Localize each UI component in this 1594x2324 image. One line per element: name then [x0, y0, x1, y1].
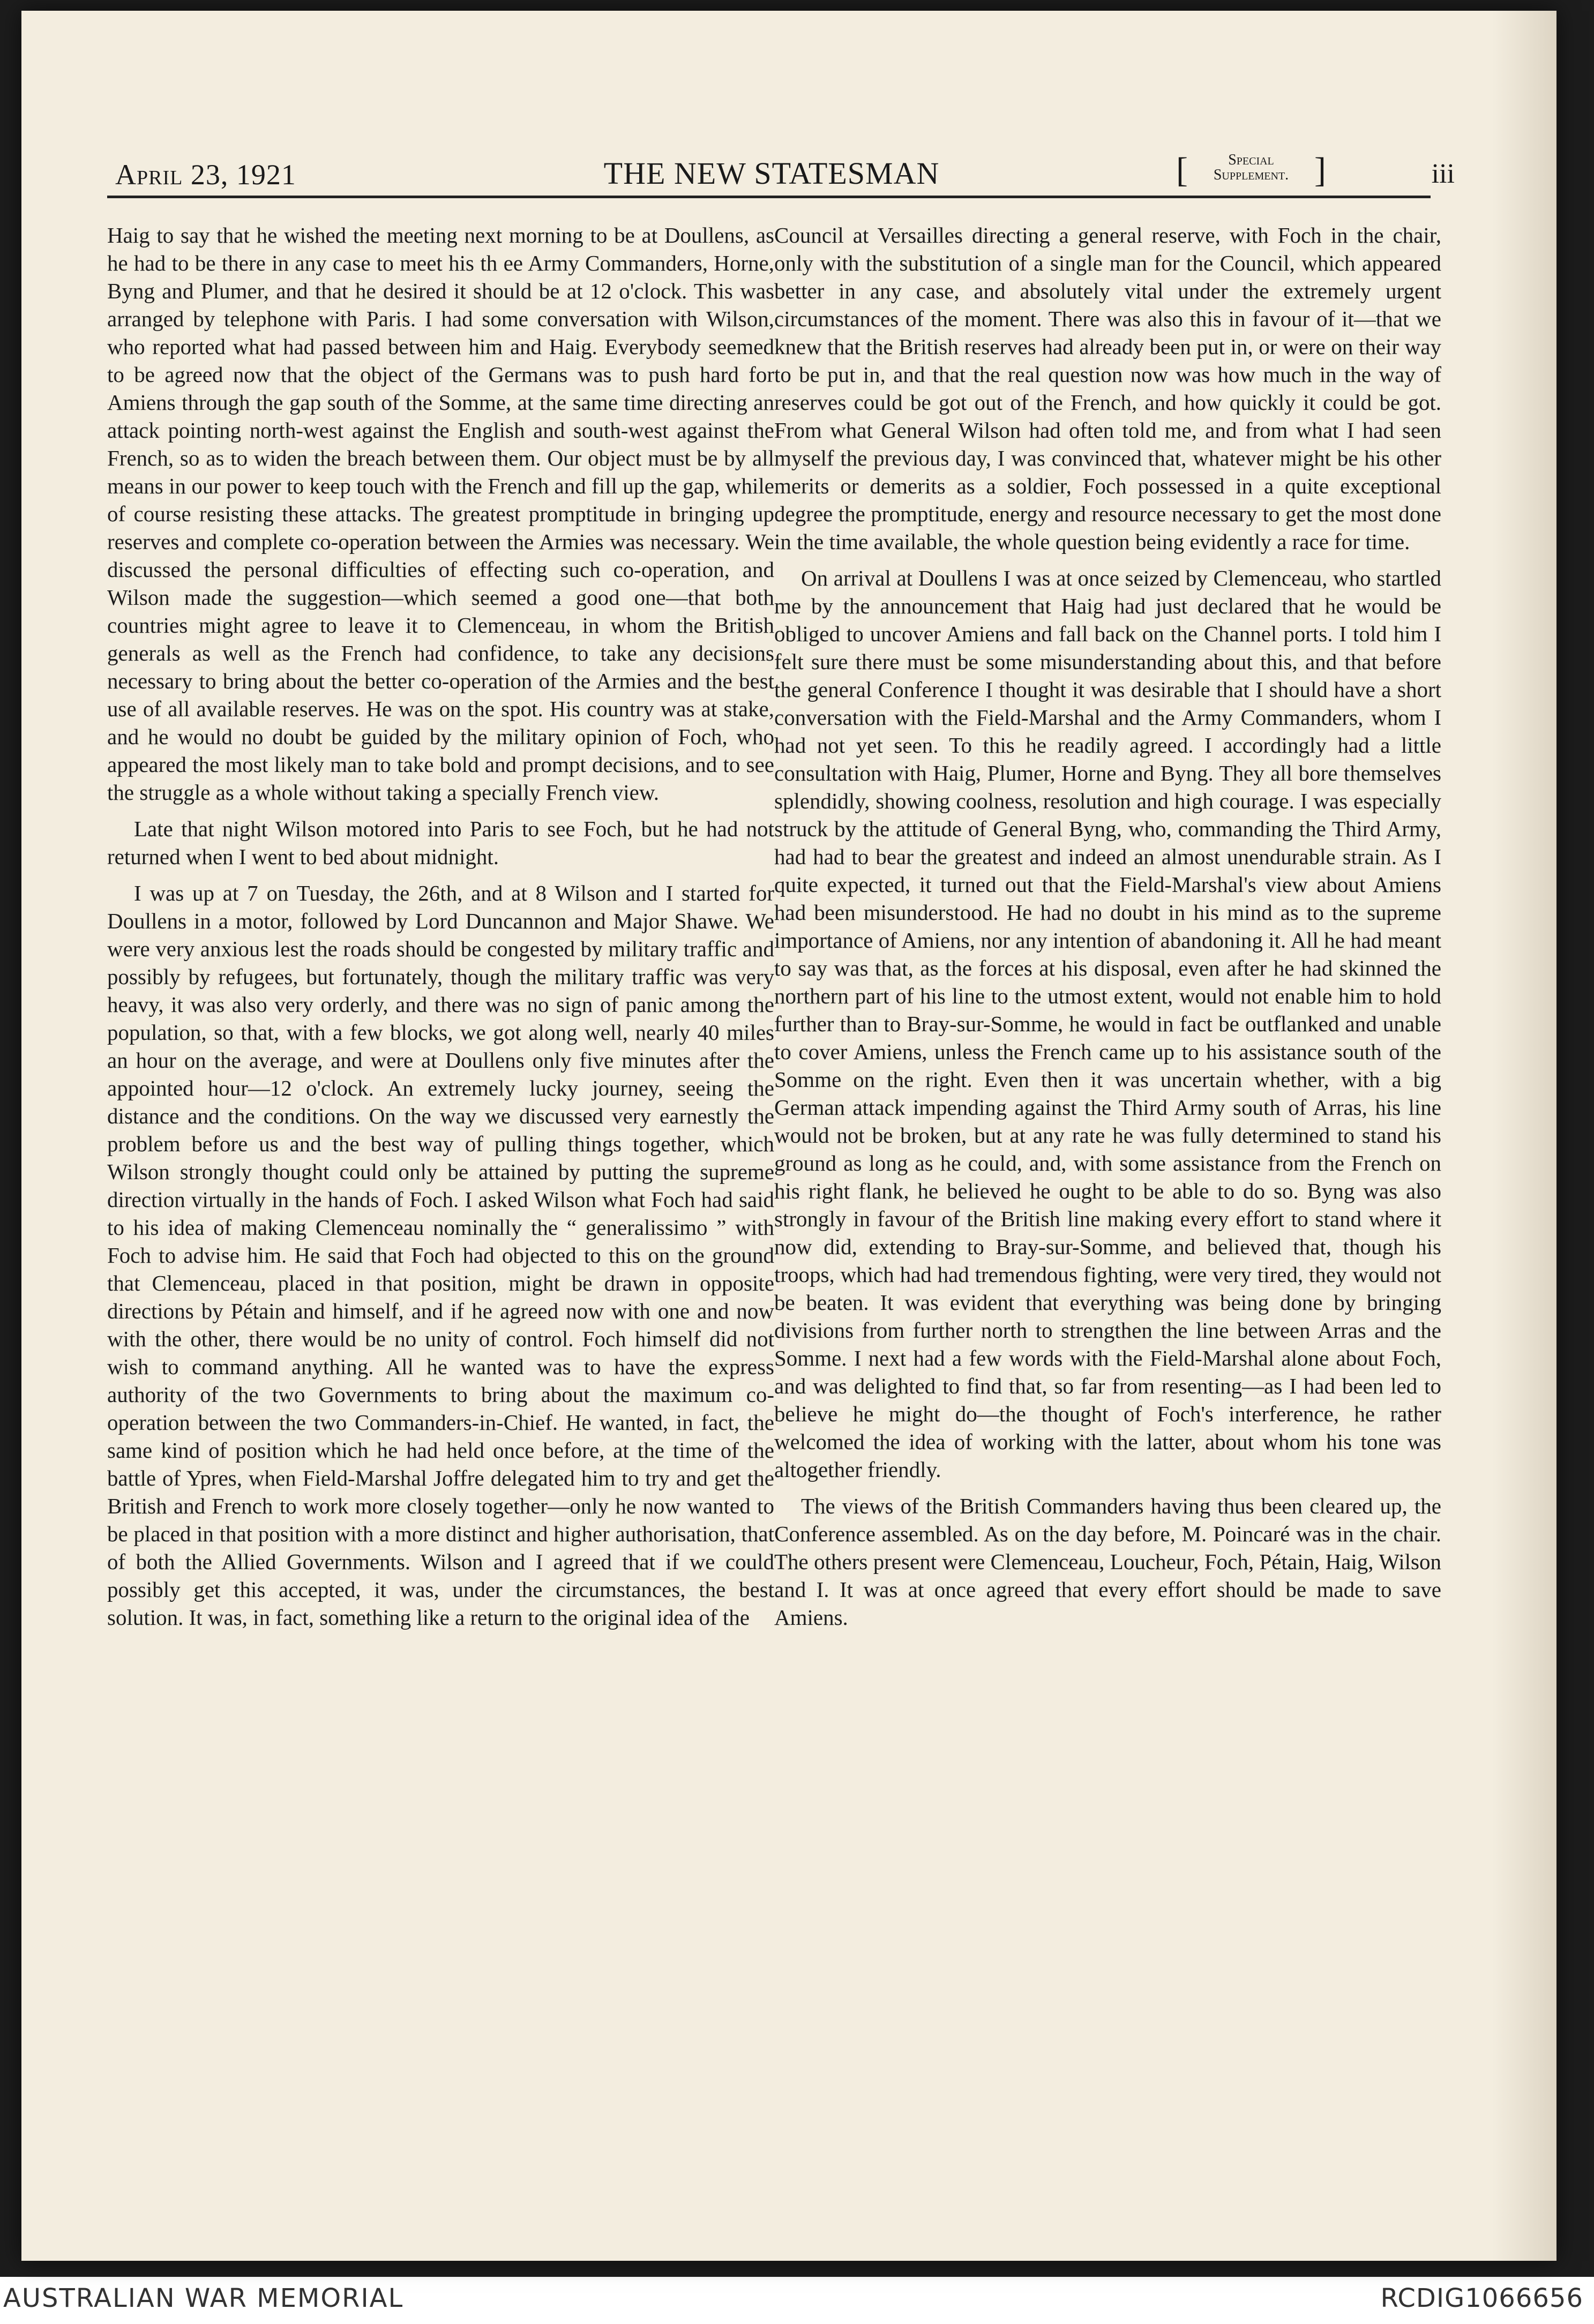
supplement-line-1: Special	[1228, 152, 1274, 168]
paragraph: On arrival at Doullens I was at once seized by Clemenceau, who startled me by the announcement that Haig had just declared that he would be obliged to uncover Amiens and fall back on the Channel ports. I told him I felt sure there must be some misunderstanding about this, and that before the general Conference I thought it was desirable that I should have a short conversation with the Field-Marshal and the Army Commanders, whom I had not yet seen. To this he readily agreed. I accordingly had a little consultation with Haig, Plumer, Horne and Byng. They all bore themselves splendidly, showing coolness, resolution and high courage. I was especially struck by the attitude of General Byng, who, commanding the Third Army, had had to bear the greatest and indeed an almost unendurable strain. As I quite expected, it turned out that the Field-Marshal's view about Amiens had been misunderstood. He had no doubt in his mind as to the supreme importance of Amiens, nor any intention of abandoning it. All he had meant to say was that, as the forces at his disposal, even after he had skinned the northern part of his line to the utmost extent, would not enable him to hold further than to Bray-sur-Somme, he would in fact be outflanked and unable to cover Amiens, unless the French came up to his assistance south of the Somme on the right. Even then it was uncertain whether, with a big German attack impending against the Third Army south of Arras, his line would not be broken, but at any rate he was fully determined to stand his ground as long as he could, and, with some assistance from the French on his right flank, he believed he ought to be able to do so. Byng was also strongly in favour of the British line making every effort to stand where it now did, extending to Bray-sur-Somme, and believed that, though his troops, which had had tremendous fighting, were very tired, they would not be beaten. It was evident that everything was being done by bringing divisions from further north to strengthen the line between Arras and the Somme. I next had a few words with the Field-Marshal alone about Foch, and was delighted to find that, so far from resenting—as I had been led to believe he might do—the thought of Foch's interference, he rather welcomed the idea of working with the latter, about whom his tone was altogether friendly.	[774, 566, 1441, 1482]
issue-date: April 23, 1921	[115, 159, 296, 191]
paragraph: Haig to say that he wished the meeting next morning to be at Doullens, as he had to be there in any case to meet his th ee Army Commanders, Horne, Byng and Plumer, and that he desired it should be at 12 o'clock. This was arranged by telephone with Paris. I had some conversation with Wilson, who reported what had passed between him and Haig. Everybody seemed to be agreed now that the object of the Germans was to push hard for Amiens through the gap south of the Somme, at the same time directing an attack pointing north-west against the English and south-west against the French, so as to widen the breach between them. Our object must be by all means in our power to keep touch with the French and fill up the gap, while of course resisting these attacks. The greatest promptitude in bringing up reserves and complete co-operation between the Armies was necessary. We discussed the personal difficulties of effecting such co-operation, and Wilson made the suggestion—which seemed a good one—that both countries might agree to leave it to Clemenceau, in whom the British generals as well as the French had confidence, to take any decisions necessary to bring about the better co-operation of the Armies and the best use of all available reserves. He was on the spot. His country was at stake, and he would no doubt be guided by the military opinion of Foch, who appeared the most likely man to take bold and prompt decisions, and to see the struggle as a whole without taking a specially French view.	[107, 223, 774, 805]
bracket-open: [	[1176, 151, 1188, 190]
header-rule	[107, 196, 1431, 198]
supplement-label	[1176, 151, 1326, 190]
supplement-line-2: Supplement.	[1213, 167, 1289, 183]
paragraph: The views of the British Commanders having thus been cleared up, the Conference assembled. As on the day before, M. Poincaré was in the chair. The others present were Clemenceau, Loucheur, Foch, Pétain, Haig, Wilson and I. It was at once agreed that every effort should be made to save Amiens.	[774, 1494, 1441, 1630]
page-number: iii	[1431, 159, 1455, 189]
paragraph: I was up at 7 on Tuesday, the 26th, and at 8 Wilson and I started for Doullens in a motor, followed by Lord Duncannon and Major Shawe. We were very anxious lest the roads should be congested by military traffic and possibly by refugees, but fortunately, though the military traffic was very heavy, it was also very orderly, and there was no sign of panic among the population, so that, with a few blocks, we got along well, nearly 40 miles an hour on the average, and were at Doullens only five minutes after the appointed hour—12 o'clock. An extremely lucky journey, seeing the distance and the conditions. On the way we discussed very earnestly the problem before us and the best way of pulling things together, which Wilson strongly thought could only be attained by putting the supreme direction virtually in the hands of Foch. I asked Wilson what Foch had said to his idea of making Clemenceau nominally the “ generalissimo ” with Foch to advise him. He said that Foch had objected to this on the ground that Clemenceau, placed in that position, might be drawn in opposite directions by Pétain and himself, and if he agreed now with one and now with the other, there would be no unity of control. Foch himself did not wish to command anything. All he wanted was to have the express authority of the two Governments to bring about the maximum co-operation between the two Commanders-in-Chief. He wanted, in fact, the same kind of position which he had held once before, at the time of the battle of Ypres, when Field-Marshal Joffre delegated him to try and get the British and French to work more closely together—only he now wanted to be placed in that position with a more distinct and higher authorisation, that of both the Allied Governments. Wilson and I agreed that if we could possibly get this accepted, it was, under the circumstances, the best solution. It was, in fact, something like a return to the original idea of the	[107, 881, 774, 1630]
bracket-close: ]	[1314, 151, 1326, 190]
paragraph: Late that night Wilson motored into Paris to see Foch, but he had not returned when I went to bed about midnight.	[107, 816, 774, 869]
left-column	[107, 221, 774, 2161]
archive-id: RCDIG1066656	[1380, 2283, 1583, 2313]
page-header	[88, 153, 1455, 201]
archive-credit: AUSTRALIAN WAR MEMORIAL	[3, 2283, 404, 2313]
publication-title: THE NEW STATESMAN	[603, 156, 940, 191]
right-column	[774, 221, 1441, 2161]
paragraph: Council at Versailles directing a general reserve, with Foch in the chair, only with the substitution of a single man for the Council, which appeared better in any case, and absolutely vital under the extremely urgent circumstances of the moment. There was also this in favour of it—that we knew that the British reserves had already been put in, or were on their way to be put in, and that the real question now was how much in the way of reserves could be got out of the French, and how quickly it could be got. From what General Wilson had often told me, and from what I had seen myself the previous day, I was convinced that, whatever might be his other merits or demerits as a soldier, Foch possessed in a quite exceptional degree the promptitude, energy and resource necessary to get the most done in the time available, the whole question being evidently a race for time.	[774, 223, 1441, 554]
